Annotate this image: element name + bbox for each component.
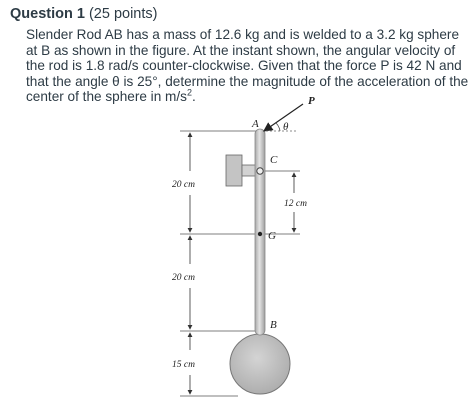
- unit-exponent: 2: [186, 87, 192, 98]
- point-a-label: A: [252, 118, 259, 130]
- pin-support: [226, 155, 258, 186]
- force-p-label: P: [308, 95, 315, 107]
- question-points: (25 points): [88, 6, 158, 22]
- point-g-label: G: [268, 230, 276, 242]
- dim-right-label: 12 cm: [284, 199, 307, 209]
- dim-lower-left-label: 20 cm: [172, 273, 195, 283]
- pin-c: [257, 168, 263, 174]
- question-body: Slender Rod AB has a mass of 12.6 kg and is welded to a 3.2 kg sphere at B as shown in the figure. At the instant shown, the angular velocity of the rod is 1.8 rad/s counter-clockwise. Given that the force P is 42 N and that the angle θ is 25°, determine the magnitude of the acceleration of the center of the sphere in m/s: [26, 27, 469, 105]
- sphere: [230, 334, 290, 394]
- point-b-label: B: [270, 319, 277, 331]
- dim-upper-left-label: 20 cm: [172, 180, 195, 190]
- question-end: .: [191, 89, 196, 105]
- theta-arc: [276, 123, 280, 131]
- point-c-label: C: [270, 154, 278, 166]
- question-number: Question 1: [10, 6, 85, 22]
- dim-sphere-label: 15 cm: [172, 360, 195, 370]
- center-of-mass-g: [258, 232, 262, 236]
- support-block: [226, 155, 242, 186]
- theta-label: θ: [283, 121, 289, 133]
